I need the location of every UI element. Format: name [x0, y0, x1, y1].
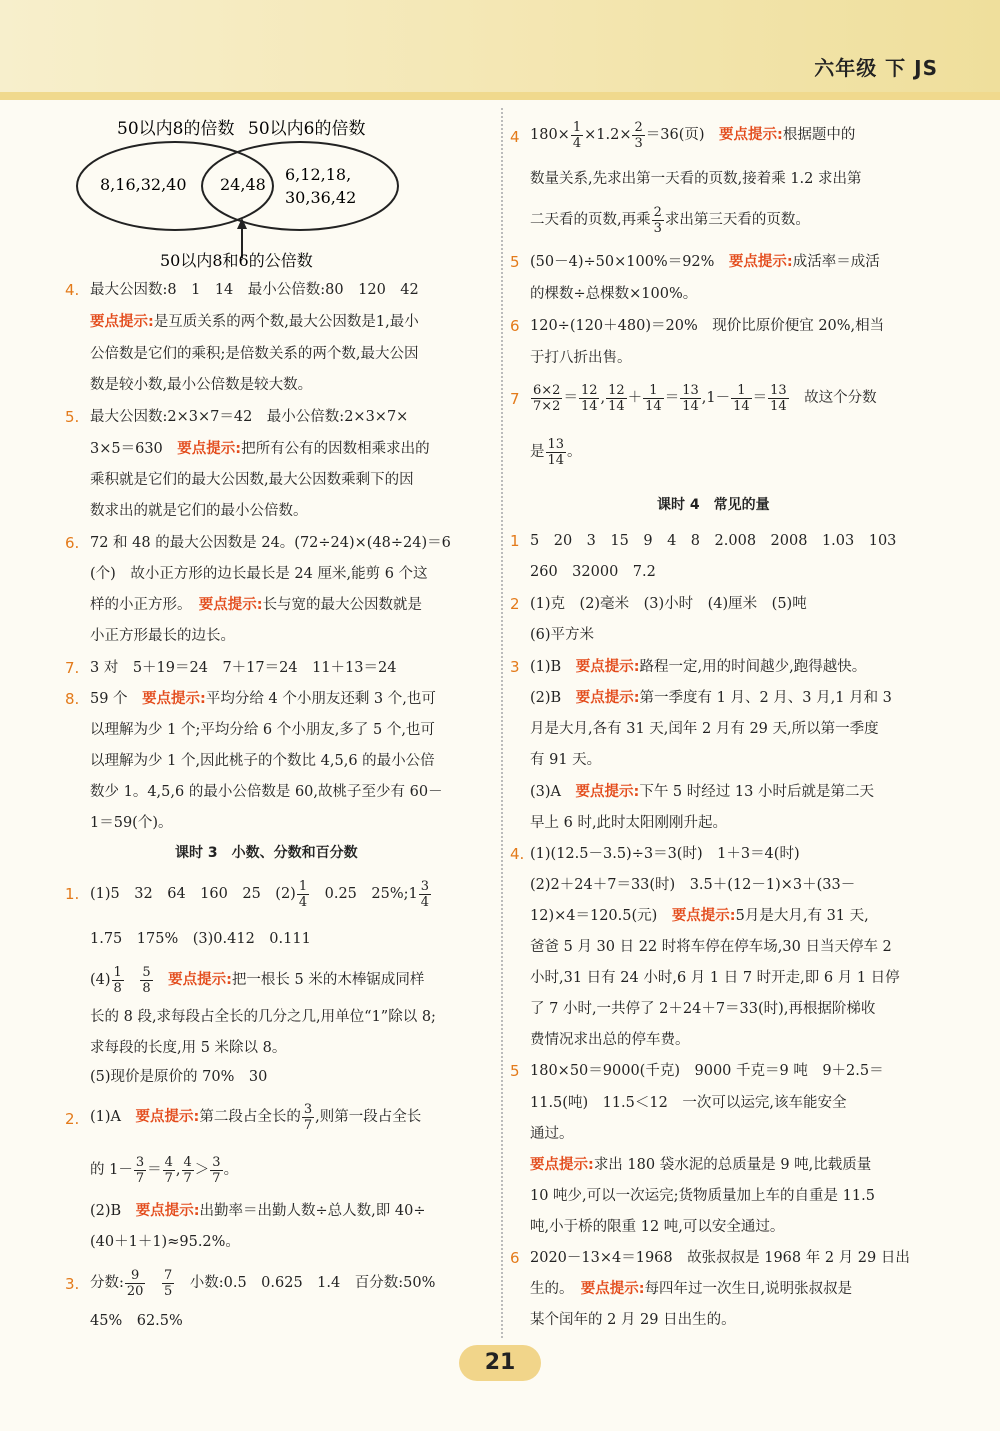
text-line: 通过。	[530, 1126, 574, 1142]
item-number: 6.	[65, 534, 80, 552]
hint-label: 要点提示:	[168, 972, 232, 988]
text-line: 数少 1。4,5,6 的最小公倍数是 60,故桃子至少有 60－	[90, 784, 443, 800]
text-line: 45% 62.5%	[90, 1313, 183, 1329]
text-line: (个) 故小正方形的边长最长是 24 厘米,能剪 6 个这	[90, 566, 428, 582]
item-number: 6	[510, 1249, 520, 1267]
text-line: 3 对 5＋19＝24 7＋17＝24 11＋13＝24	[90, 660, 397, 676]
text-line: 长的 8 段,求每段占全长的几分之几,用单位“1”除以 8;	[90, 1009, 436, 1025]
text-line: 分数: $\frac{9}{20}$ $\frac{7}{5}$ 小数:0.5 0.625 1.4 百分数:50%	[90, 1267, 436, 1299]
text-line: 小时,31 日有 24 小时,6 月 1 日 7 时开走,即 6 月 1 日停	[530, 970, 900, 986]
text-line: (1)A 要点提示:第二段占全长的 $\frac{3}{7}$ ,则第一段占全长	[90, 1101, 422, 1133]
page-header	[0, 0, 1000, 98]
text-line: 最大公因数:8 1 14 最小公倍数:80 120 42	[90, 282, 419, 298]
text-line: (2)B 要点提示:第一季度有 1 月、2 月、3 月,1 月和 3	[530, 690, 892, 706]
text-line: 是 $\frac{13}{14}$ 。	[530, 436, 582, 468]
hint-label: 要点提示:	[719, 127, 783, 143]
hint-label: 要点提示:	[728, 254, 793, 270]
text-line: 月是大月,各有 31 天,闰年 2 月有 29 天,所以第一季度	[530, 721, 879, 737]
text-line: (6)平方米	[530, 627, 595, 643]
text-line: (3)A 要点提示:下午 5 时经过 13 小时后就是第二天	[530, 784, 874, 800]
text-line: 以理解为少 1 个;平均分给 6 个小朋友,多了 5 个,也可	[90, 722, 435, 738]
item-number: 4.	[65, 281, 80, 299]
text-line: 生的。 要点提示:每四年过一次生日,说明张叔叔是	[530, 1281, 853, 1297]
item-number: 7	[510, 390, 520, 408]
hint-label: 要点提示:	[135, 1203, 200, 1219]
text-line: 的棵数÷总棵数×100%。	[530, 286, 698, 302]
column-divider	[501, 108, 503, 1338]
text-line: 求每段的长度,用 5 米除以 8。	[90, 1040, 287, 1056]
venn-caption: 50以内8和6的公倍数	[160, 251, 313, 270]
text-line: (1)5 32 64 160 25 (2) $\frac{1}{4}$ 0.25 25%;1 $\frac{3}{4}$	[90, 878, 430, 910]
item-number: 5	[510, 253, 520, 271]
text-line: (1)B 要点提示:路程一定,用的时间越少,跑得越快。	[530, 659, 867, 675]
text-line: 以理解为少 1 个,因此桃子的个数比 4,5,6 的最小公倍	[90, 753, 435, 769]
text-line: 180×50＝9000(千克) 9000 千克＝9 吨 9＋2.5＝	[530, 1063, 884, 1079]
text-line: (5)现价是原价的 70% 30	[90, 1069, 268, 1085]
item-number: 1.	[65, 885, 80, 903]
section-title-lesson3: 课时 3 小数、分数和百分数	[175, 845, 358, 861]
hint-label: 要点提示:	[90, 314, 154, 330]
text-line: 早上 6 时,此时太阳刚刚升起。	[530, 815, 728, 831]
hint-label: 要点提示:	[575, 659, 640, 675]
text-line: 公倍数是它们的乘积;是倍数关系的两个数,最大公因	[90, 346, 419, 362]
hint-label: 要点提示:	[575, 784, 640, 800]
text-line: 数量关系,先求出第一天看的页数,接着乘 1.2 求出第	[530, 171, 862, 187]
text-line: (2)2＋24＋7＝33(时) 3.5＋(12－1)×3＋(33－	[530, 877, 856, 893]
item-number: 4.	[510, 845, 525, 863]
hint-label: 要点提示:	[530, 1157, 594, 1173]
text-line: 二天看的页数,再乘 $\frac{2}{3}$ 求出第三天看的页数。	[530, 204, 810, 236]
item-number: 3.	[65, 1275, 80, 1293]
venn-both: 24,48	[220, 175, 266, 194]
venn-right-title: 50以内6的倍数	[248, 119, 366, 139]
hint-label: 要点提示:	[575, 690, 640, 706]
hint-label: 要点提示:	[142, 691, 206, 707]
item-number: 2.	[65, 1110, 80, 1128]
hint-label: 要点提示:	[198, 597, 263, 613]
hint-label: 要点提示:	[135, 1109, 200, 1125]
text-line: 乘积就是它们的最大公因数,最大公因数乘剩下的因	[90, 472, 414, 488]
text-line: 样的小正方形。 要点提示:长与宽的最大公因数就是	[90, 597, 423, 613]
text-line: (50－4)÷50×100%＝92% 要点提示:成活率＝成活	[530, 254, 880, 270]
text-line: 要点提示:求出 180 袋水泥的总质量是 9 吨,比载质量	[530, 1157, 872, 1173]
text-line: 120÷(120＋480)＝20% 现价比原价便宜 20%,相当	[530, 318, 885, 334]
page-number: 21	[459, 1345, 541, 1381]
venn-right-only-2: 30,36,42	[285, 188, 357, 207]
item-number: 6	[510, 317, 520, 335]
text-line: 5 20 3 15 9 4 8 2.008 2008 1.03 103	[530, 533, 897, 549]
text-line: 要点提示:是互质关系的两个数,最大公因数是1,最小	[90, 314, 419, 330]
text-line: (1)克 (2)毫米 (3)小时 (4)厘米 (5)吨	[530, 596, 807, 612]
text-line: 费情况求出总的停车费。	[530, 1032, 690, 1048]
hint-label: 要点提示:	[580, 1281, 645, 1297]
text-line: (1)(12.5－3.5)÷3＝3(时) 1＋3＝4(时)	[530, 846, 800, 862]
text-line: 1＝59(个)。	[90, 815, 173, 831]
text-line: 于打八折出售。	[530, 350, 632, 366]
item-number: 1	[510, 532, 520, 550]
text-line: 59 个 要点提示:平均分给 4 个小朋友还剩 3 个,也可	[90, 691, 436, 707]
text-line: 了 7 小时,一共停了 2＋24＋7＝33(时),再根据阶梯收	[530, 1001, 876, 1017]
item-number: 7.	[65, 659, 80, 677]
text-line: 最大公因数:2×3×7＝42 最小公倍数:2×3×7×	[90, 409, 409, 425]
item-number: 4	[510, 128, 520, 146]
text-line: $\frac{6\times 2}{7\times 2}$ ＝ $\frac{12}{14}$ , $\frac{12}{14}$ ＋ $\frac{1}{14}$ ＝ $\frac{13}{14}$ ,1－ $\frac{1}{14}$ ＝ $\frac{13}{14}$ 故这个分数	[533, 382, 877, 414]
text-line: 某个闰年的 2 月 29 日出生的。	[530, 1312, 736, 1328]
text-line: 爸爸 5 月 30 日 22 时将车停在停车场,30 日当天停车 2	[530, 939, 892, 955]
item-number: 5	[510, 1062, 520, 1080]
venn-right-only-1: 6,12,18,	[285, 165, 352, 184]
hint-label: 要点提示:	[671, 908, 736, 924]
text-line: 72 和 48 的最大公因数是 24。(72÷24)×(48÷24)＝6	[90, 535, 451, 551]
item-number: 5.	[65, 408, 80, 426]
text-line: (2)B 要点提示:出勤率＝出勤人数÷总人数,即 40÷	[90, 1203, 426, 1219]
text-line: 有 91 天。	[530, 752, 602, 768]
text-line: 2020－13×4＝1968 故张叔叔是 1968 年 2 月 29 日出	[530, 1250, 910, 1266]
text-line: 260 32000 7.2	[530, 564, 656, 580]
venn-diagram	[70, 108, 410, 273]
text-line: 12)×4＝120.5(元) 要点提示:5月是大月,有 31 天,	[530, 908, 869, 924]
text-line: 180× $\frac{1}{4}$ ×1.2× $\frac{2}{3}$ ＝36(页) 要点提示:根据题中的	[530, 119, 856, 151]
venn-left-only: 8,16,32,40	[100, 175, 187, 194]
text-line: 的 1－ $\frac{3}{7}$ ＝ $\frac{4}{7}$ , $\frac{4}{7}$ ＞ $\frac{3}{7}$ 。	[90, 1154, 239, 1186]
text-line: 数求出的就是它们的最小公倍数。	[90, 503, 308, 519]
text-line: 3×5＝630 要点提示:把所有公有的因数相乘求出的	[90, 441, 430, 457]
item-number: 3	[510, 658, 520, 676]
text-line: 1.75 175% (3)0.412 0.111	[90, 931, 311, 947]
section-title-lesson4: 课时 4 常见的量	[657, 497, 770, 513]
item-number: 8.	[65, 690, 80, 708]
header-band	[0, 92, 1000, 100]
text-line: (4) $\frac{1}{8}$ $\frac{5}{8}$ 要点提示:把一根长 5 米的木棒锯成同样	[90, 964, 425, 996]
text-line: 数是较小数,最小公倍数是较大数。	[90, 377, 313, 393]
text-line: 吨,小于桥的限重 12 吨,可以安全通过。	[530, 1219, 785, 1235]
item-number: 2	[510, 595, 520, 613]
text-line: 11.5(吨) 11.5＜12 一次可以运完,该车能安全	[530, 1095, 847, 1111]
text-line: (40＋1＋1)≈95.2%。	[90, 1234, 240, 1250]
grade-label: 六年级 下 JS	[814, 56, 938, 80]
venn-left-title: 50以内8的倍数	[117, 119, 235, 139]
hint-label: 要点提示:	[177, 441, 242, 457]
text-line: 小正方形最长的边长。	[90, 628, 235, 644]
text-line: 10 吨少,可以一次运完;货物质量加上车的自重是 11.5	[530, 1188, 875, 1204]
